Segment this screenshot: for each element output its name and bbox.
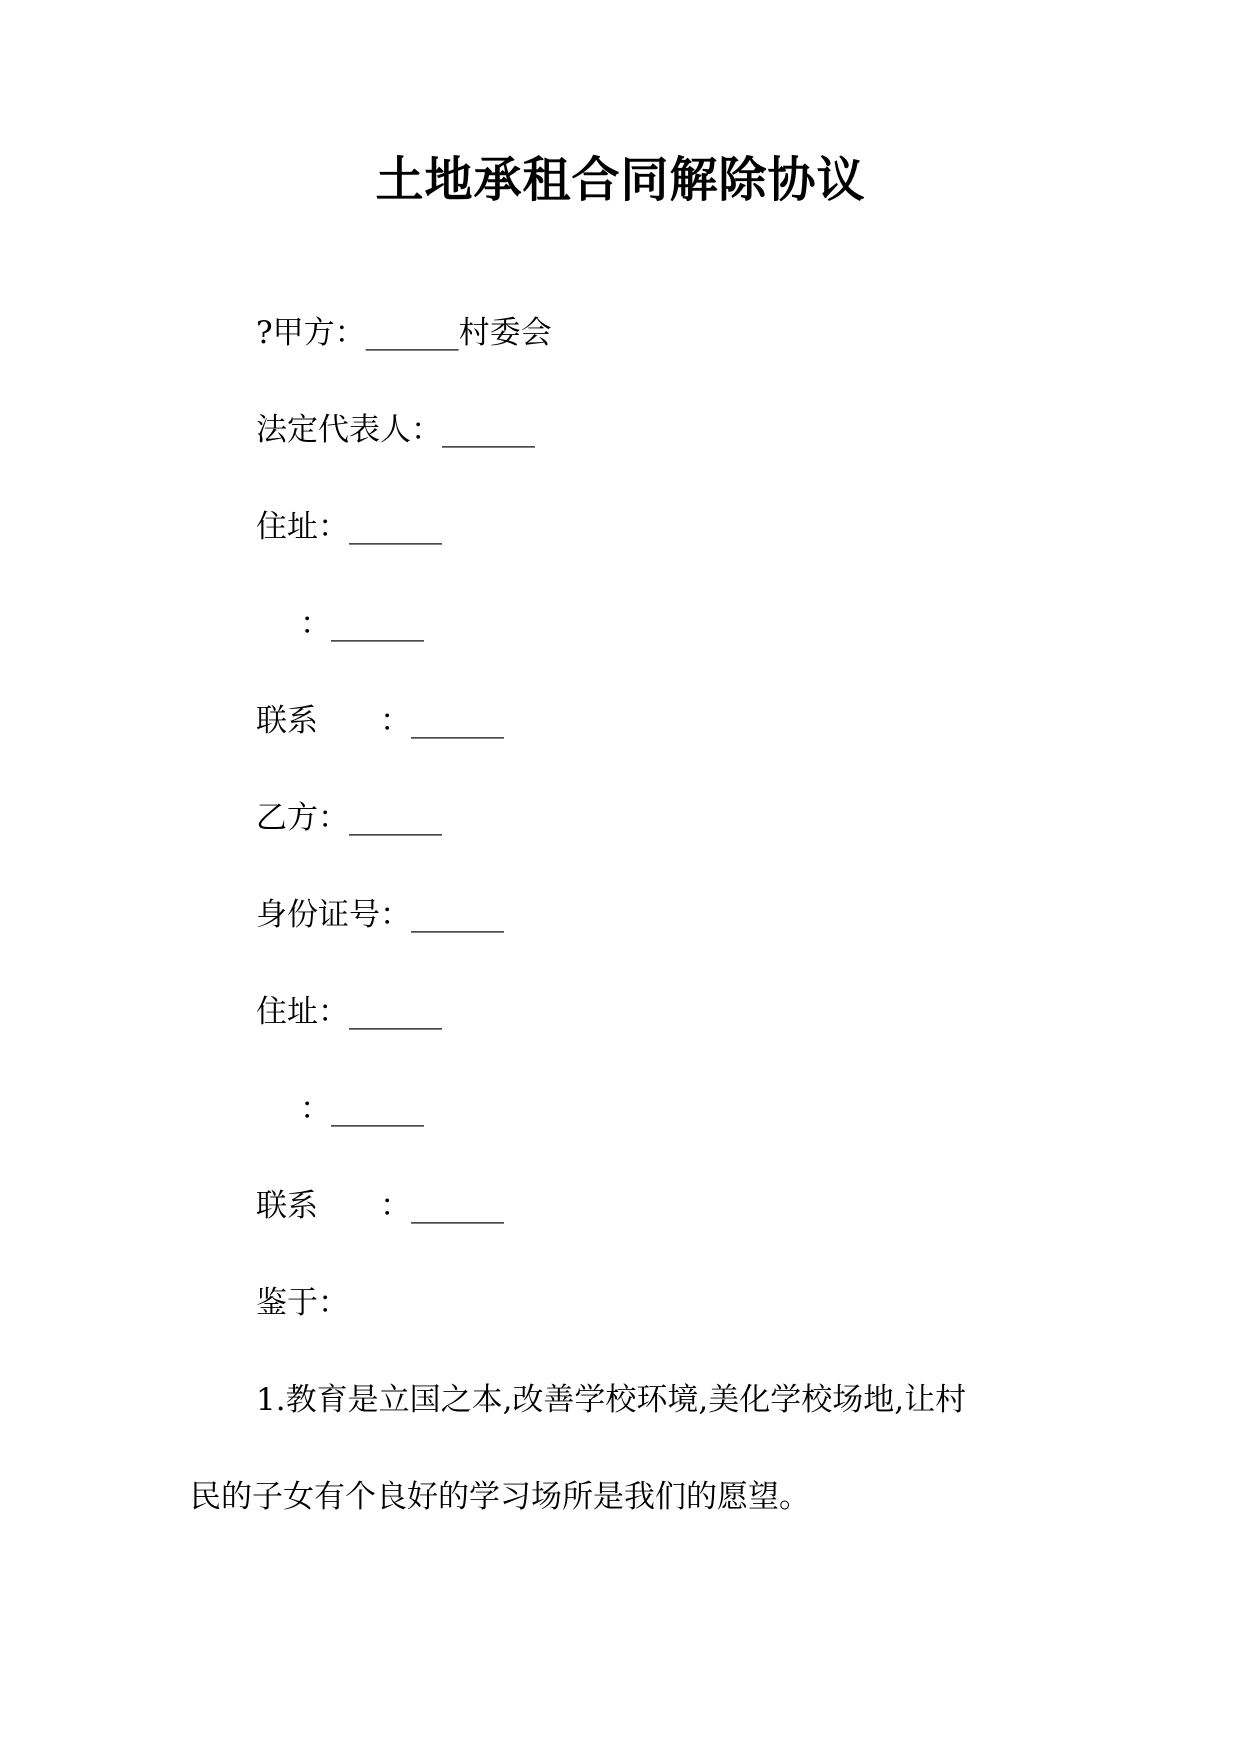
party-a-contact-line: 联系 ：______	[256, 703, 504, 739]
document-title: 土地承租合同解除协议	[375, 152, 866, 208]
party-a-address-line: 住址：______	[256, 509, 442, 545]
party-b-line: 乙方：______	[256, 800, 442, 836]
legal-representative-line: 法定代表人：______	[256, 412, 535, 448]
party-a-blank-field-line: ：______	[300, 606, 424, 642]
whereas-heading: 鉴于：	[256, 1285, 349, 1321]
party-b-contact-line: 联系 ：______	[256, 1188, 504, 1224]
party-a-line: ?甲方：______村委会	[256, 315, 552, 351]
party-b-address-line: 住址：______	[256, 994, 442, 1030]
clause-1-line-1: 1.教育是立国之本,改善学校环境,美化学校场地,让村	[256, 1382, 967, 1418]
id-number-line: 身份证号：______	[256, 897, 504, 933]
clause-1-line-2: 民的子女有个良好的学习场所是我们的愿望。	[190, 1479, 810, 1515]
party-b-blank-field-line: ：______	[300, 1091, 424, 1127]
